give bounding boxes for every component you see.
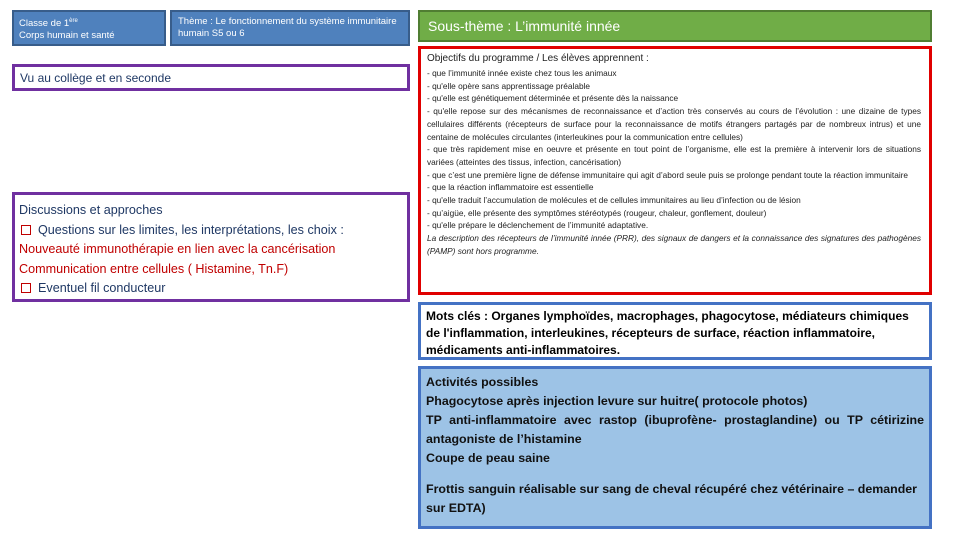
discussions-title: Discussions et approches (19, 203, 163, 217)
discussions-item: Eventuel fil conducteur (19, 279, 403, 299)
objectifs-box (418, 46, 932, 295)
discussions-item: Nouveauté immunothérapie en lien avec la cancérisation (19, 242, 336, 256)
activite-line: TP anti-inflammatoire avec rastop (ibuprofène- prostaglandine) ou TP cétirizine antagoniste de l’histamine (426, 413, 924, 446)
objectif-line: - qu’aigüe, elle présente des symptômes stéréotypés (rougeur, chaleur, gonflement, douleur) (427, 207, 767, 218)
sous-theme-box (418, 10, 932, 42)
checkbox-icon (21, 225, 31, 235)
mots-cles-text: Mots clés : Organes lymphoïdes, macrophages, phagocytose, médiateurs chimiques de l'inflammation, interleukines, récepteurs de surface, réaction inflammatoire, médicaments anti-inflammatoires. (426, 309, 909, 357)
objectif-line: - que la réaction inflammatoire est essentielle (427, 182, 594, 193)
objectif-line: - qu'elle prépare le déclenchement de l’immunité adaptative. (427, 220, 649, 231)
discussions-item: Communication entre cellules ( Histamine, Tn.F) (19, 261, 289, 276)
mots-cles-box (418, 302, 932, 360)
classe-level: Classe de 1ère (19, 18, 78, 30)
objectif-line: - qu'elle opère sans apprentissage préalable (427, 80, 591, 91)
vu-college-text: Vu au collège et en seconde (20, 71, 172, 85)
objectif-line: - qu'elle traduit l’accumulation de molécules et de cellules immunitaires au lieu d’infection ou de lésion (427, 195, 801, 206)
activite-line: Phagocytose après injection levure sur huitre( protocole photos) (426, 394, 808, 408)
activites-box (418, 366, 932, 529)
vu-college-box (12, 64, 410, 91)
objectif-line: - que très rapidement mise en oeuvre et présente en tout point de l’organisme, elle est la première à intervenir lors de situations variées (atteintes des tissus, infection, cancérisation) (427, 144, 921, 167)
theme-box (170, 10, 410, 46)
classe-box (12, 10, 166, 46)
classe-subject: Corps humain et santé (19, 30, 115, 42)
objectif-line: - que l’immunité innée existe chez tous les animaux (427, 68, 617, 78)
checkbox-icon (21, 283, 31, 293)
objectif-line: - que c’est une première ligne de défense immunitaire qui agit d’abord seule puis se prolonge pendant toute la réaction immunitaire (427, 169, 909, 180)
activites-title: Activités possibles (426, 375, 539, 389)
theme-text: Thème : Le fonctionnement du système immunitaire humain S5 ou 6 (178, 16, 397, 39)
objectif-line: - qu'elle repose sur des mécanismes de reconnaissance et d’action très conservés au cours de l’évolution : une dizaine de types cellulaires différents (récepteurs de surface pour la reconnaissance de motifs étrangers partagés par de nombreux intrus) et une centaine de molécules circulantes (interleukines pour la communication entre cellules) (427, 106, 921, 142)
objectifs-note: La description des récepteurs de l’immunité innée (PRR), des signaux de dangers et la connaissance des signatures des pathogènes (PAMP) sont hors programme. (427, 233, 921, 256)
activite-line: Coupe de peau saine (426, 451, 550, 465)
activites-footer: Frottis sanguin réalisable sur sang de cheval récupéré chez vétérinaire – demander sur EDTA) (426, 482, 918, 515)
sous-theme-title: Sous-thème : L’immunité innée (428, 18, 621, 34)
objectifs-header: Objectifs du programme / Les élèves apprennent : (427, 53, 649, 64)
discussions-box (12, 192, 410, 302)
discussions-item: Questions sur les limites, les interprétations, les choix : (19, 221, 403, 241)
objectif-line: - qu'elle est génétiquement déterminée et présente dès la naissance (427, 93, 679, 104)
